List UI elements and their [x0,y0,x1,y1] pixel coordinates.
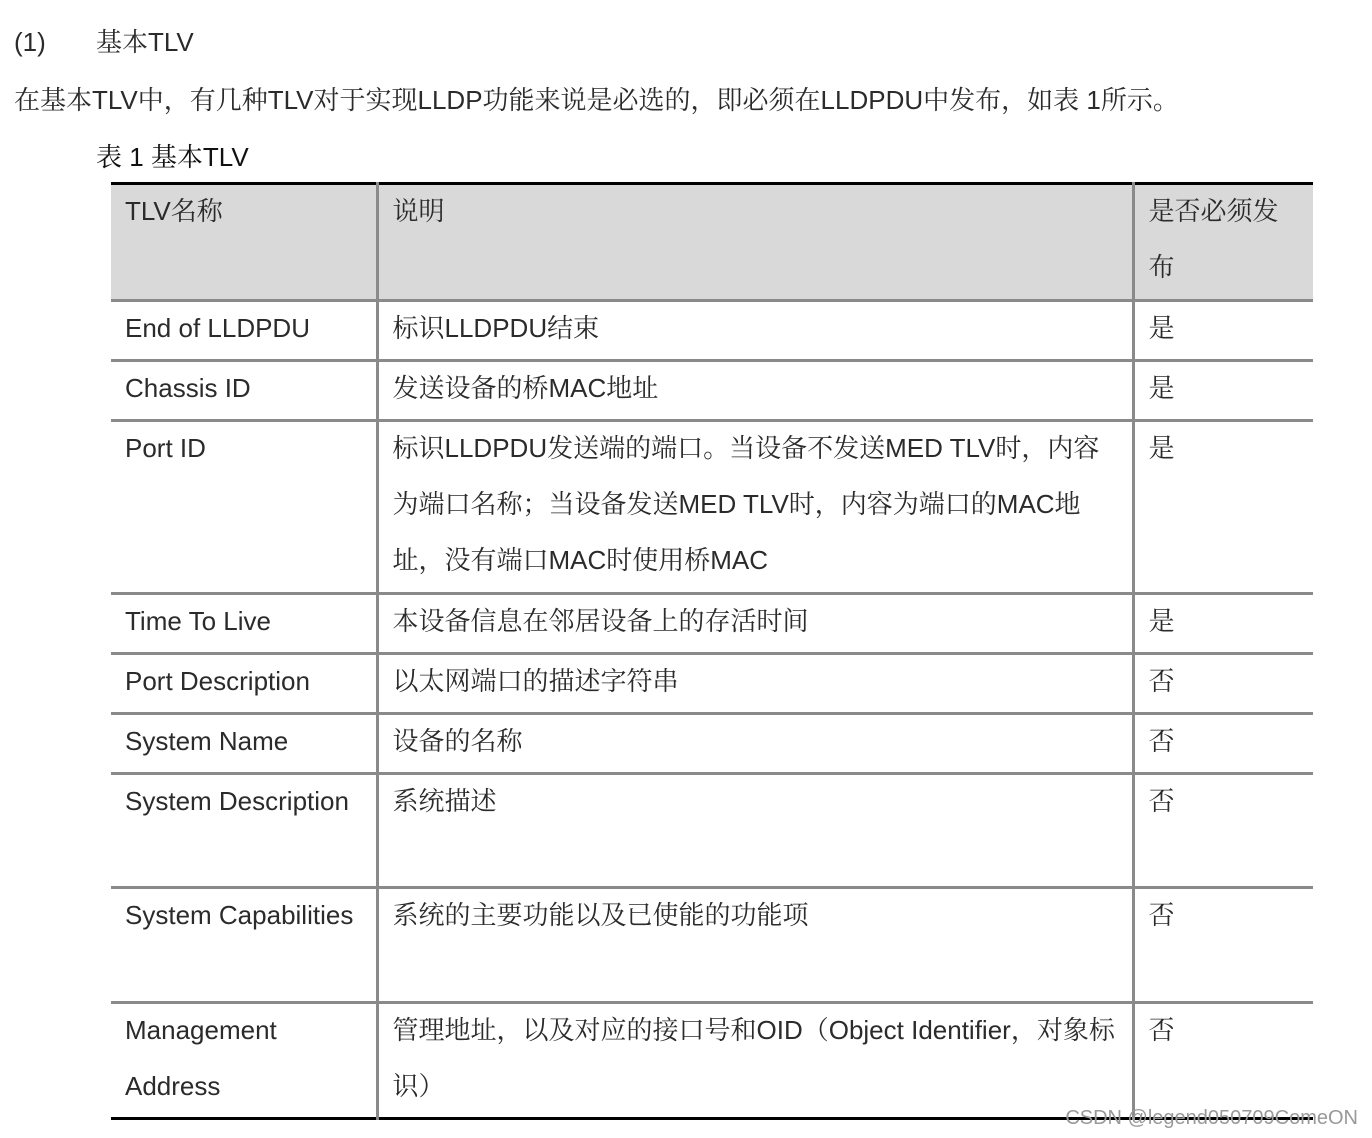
cell-name: Port Description [111,654,377,714]
cell-required: 是 [1133,421,1313,594]
cell-required: 是 [1133,361,1313,421]
cell-name: Time To Live [111,594,377,654]
intro-paragraph: 在基本TLV中，有几种TLV对于实现LLDP功能来说是必选的，即必须在LLDPDU中发布，如表 1所示。 [14,85,1179,115]
cell-name: System Name [111,714,377,774]
header-required: 是否必须发布 [1133,184,1313,301]
cell-desc: 发送设备的桥MAC地址 [377,361,1133,421]
cell-name: Chassis ID [111,361,377,421]
cell-name: End of LLDPDU [111,301,377,361]
cell-desc: 标识LLDPDU发送端的端口。当设备不发送MED TLV时，内容为端口名称；当设备发送MED TLV时，内容为端口的MAC地址，没有端口MAC时使用桥MAC [377,421,1133,594]
cell-required: 否 [1133,714,1313,774]
cell-required: 是 [1133,594,1313,654]
cell-required: 否 [1133,888,1313,1003]
header-desc: 说明 [377,184,1133,301]
cell-required: 否 [1133,774,1313,888]
tlv-table [111,182,1313,1120]
cell-desc: 以太网端口的描述字符串 [377,654,1133,714]
cell-name: Port ID [111,421,377,594]
cell-desc: 标识LLDPDU结束 [377,301,1133,361]
cell-required: 是 [1133,301,1313,361]
section-number: (1) [14,27,46,57]
table-row [111,421,1313,594]
table-row [111,301,1313,361]
cell-desc: 管理地址，以及对应的接口号和OID（Object Identifier，对象标识） [377,1003,1133,1119]
cell-name: System Description [111,774,377,888]
table-header-row [111,184,1313,301]
table-row [111,654,1313,714]
cell-desc: 系统描述 [377,774,1133,888]
cell-name: Management Address [111,1003,377,1119]
table-caption: 表 1 基本TLV [96,142,249,172]
cell-desc: 设备的名称 [377,714,1133,774]
watermark: CSDN @legend050709ComeON [1065,1107,1358,1129]
header-name: TLV名称 [125,196,223,226]
table-row [111,774,1313,888]
table-row [111,888,1313,1003]
table-row [111,361,1313,421]
cell-desc: 系统的主要功能以及已使能的功能项 [377,888,1133,1003]
cell-required: 否 [1133,1003,1313,1119]
cell-desc: 本设备信息在邻居设备上的存活时间 [377,594,1133,654]
cell-required: 否 [1133,654,1313,714]
table-row [111,1003,1313,1119]
table-row [111,594,1313,654]
section-title: 基本TLV [96,27,194,57]
table-row [111,714,1313,774]
cell-name: System Capabilities [111,888,377,1003]
section-heading [14,22,194,59]
